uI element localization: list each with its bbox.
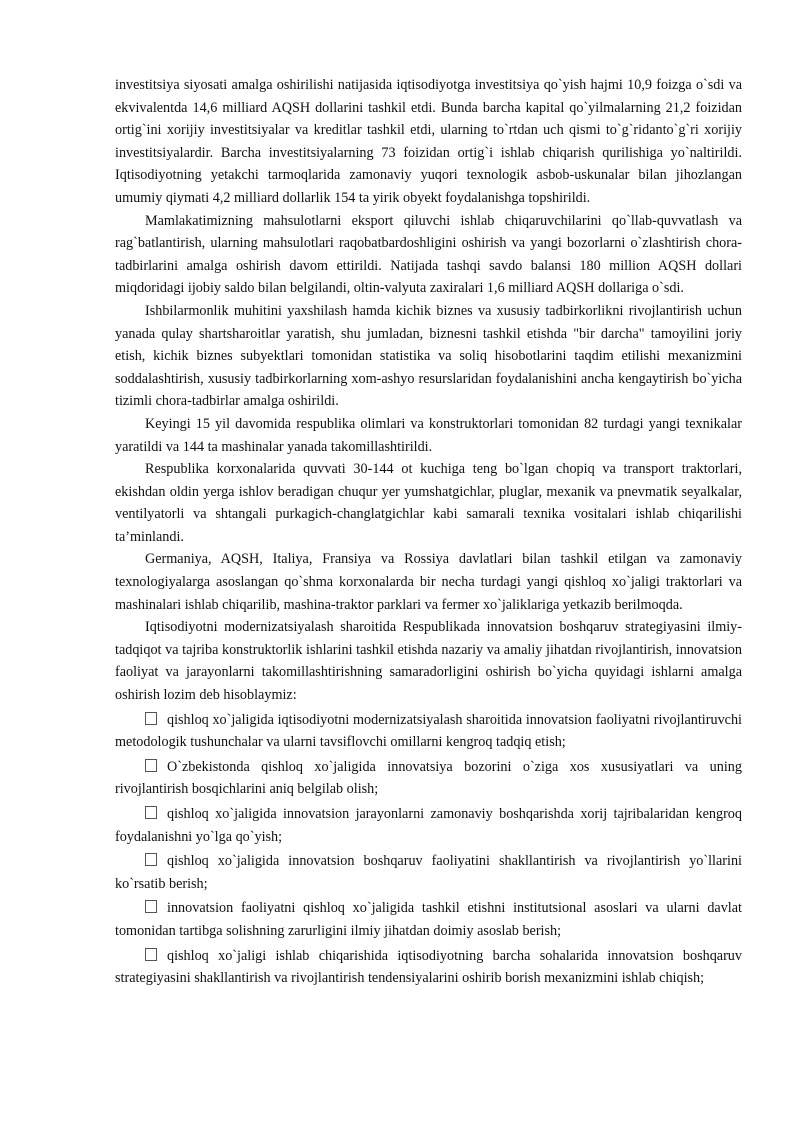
list-item (115, 709, 742, 754)
checkbox-square-icon (145, 806, 157, 819)
document-page (115, 74, 742, 990)
list-item-text: qishloq xo`jaligi ishlab chiqarishida iqtisodiyotning barcha sohalarida innovatsion boshqaruv strategiyasini shakllantirish va rivojlantirish tendensiyalarini oshirib borish mexanizmini ishlab chiqish; (115, 947, 742, 987)
checkbox-square-icon (145, 712, 157, 725)
checkbox-square-icon (145, 759, 157, 772)
paragraph-tractors: Respublika korxonalarida quvvati 30-144 ot kuchiga teng bo`lgan chopiq va transport traktorlari, ekishdan oldin yerga ishlov beradigan chuqur yer yumshatgichlar, pluglar, mexanik va pnevmatik seyalkalar, ventilyatorli va shtangali purkagich-changlatgichlar kabi samarali texnika vositalari ishlab chiqarilishi ta’minlandi. (115, 461, 742, 545)
list-item (115, 897, 742, 942)
checkbox-square-icon (145, 853, 157, 866)
list-item-text: O`zbekistonda qishloq xo`jaligida innovatsiya bozorini o`ziga xos xususiyatlari va uning rivojlantirish bosqichlarini aniq belgilab olish; (115, 758, 742, 798)
paragraph-new-machinery: Keyingi 15 yil davomida respublika olimlari va konstruktorlari tomonidan 82 turdagi yangi texnikalar yaratildi va 144 ta mashinalar yanada takomillashtirildi. (115, 415, 742, 455)
list-item-text: qishloq xo`jaligida innovatsion boshqaruv faoliyatini shakllantirish va rivojlantirish yo`llarini ko`rsatib berish; (115, 853, 742, 892)
list-item (115, 803, 742, 848)
paragraph-exports: Mamlakatimizning mahsulotlarni eksport qiluvchi ishlab chiqaruvchilarini qo`llab-quvvatlash va rag`batlantirish, ularning mahsulotlari raqobatbardoshligini oshirish va yangi bozorlarni o`zlashtirish chora-tadbirlarini amalga oshirish davom ettirildi. Natijada tashqi savdo balansi 180 million AQSH dollari miqdoridagi ijobiy saldo bilan belgilandi, oltin-valyuta zaxiralari 1,6 milliard AQSH dollariga o`sdi. (115, 212, 742, 297)
paragraph-joint-ventures: Germaniya, AQSH, Italiya, Fransiya va Rossiya davlatlari bilan tashkil etilgan va zamonaviy texnologiyalarga asoslangan qo`shma korxonalarda bir necha turdagi yangi qishloq xo`jaligi traktorlari va mashinalari ishlab chiqarilib, mashina-traktor parklari va fermer xo`jaliklariga yetkazib berilmoqda. (115, 551, 742, 613)
list-item (115, 945, 742, 990)
list-item (115, 756, 742, 801)
checkbox-square-icon (145, 900, 157, 913)
paragraph-innovation-strategy: Iqtisodiyotni modernizatsiyalash sharoitida Respublikada innovatsion boshqaruv strategiyasini ilmiy-tadqiqot va tajriba konstruktorlik ishlarini tashkil etishda nazariy va amaliy jihatdan rivojlantirish, innovatsion faoliyat va jarayonlarni takomillashtirishning samaradorligini oshirish bo`yicha quyidagi ishlarni amalga oshirish lozim deb hisoblaymiz: (115, 619, 742, 704)
paragraph-investments: investitsiya siyosati amalga oshirilishi natijasida iqtisodiyotga investitsiya qo`yish hajmi 10,9 foizga o`sdi va ekvivalentda 14,6 milliard AQSH dollarini tashkil etdi. Bunda barcha kapital qo`yilmalarning 21,2 foizidan ortig`ini xorijiy investitsiyalar va kreditlar tashkil etdi, ularning to`rtdan uch qismi to`g`ridanto`g`ri xorijiy investitsiyalardir. Barcha investitsiyalarning 73 foizidan ortig`i ishlab chiqarish qurilishiga yo`naltirildi. Iqtisodiyotning yetakchi tarmoqlarida zamonaviy yuqori texnologik asbob-uskunalar bilan jihozlangan umumiy qiymati 4,2 milliard dollarlik 154 ta yirik obyekt foydalanishga topshirildi. (115, 77, 742, 206)
checkbox-square-icon (145, 948, 157, 961)
list-item-text: qishloq xo`jaligida iqtisodiyotni modernizatsiyalash sharoitida innovatsion faoliyatni rivojlantiruvchi metodologik tushunchalar va ularni tavsiflovchi omillarni kengroq tadqiq etish; (115, 711, 742, 751)
list-item-text: innovatsion faoliyatni qishloq xo`jaligida tashkil etishni institutsional asoslari va ularni davlat tomonidan tartibga solishning zarurligini ilmiy jihatdan doimiy asoslab berish; (115, 900, 742, 939)
list-item (115, 850, 742, 895)
paragraph-business-environment: Ishbilarmonlik muhitini yaxshilash hamda kichik biznes va xususiy tadbirkorlikni rivojlantirish uchun yanada qulay shartsharoitlar yaratish, shu jumladan, biznesni tashkil etishda "bir darcha" tamoyilini joriy etish, kichik biznes subyektlari tomonidan statistika va soliq hisobotlarini taqdim etilishi mexanizmini soddalashtirish, xususiy tadbirkorlarning xom-ashyo resurslaridan foydalanishini ancha kengaytirish bo`yicha tizimli chora-tadbirlar amalga oshirildi. (115, 302, 742, 410)
list-item-text: qishloq xo`jaligida innovatsion jarayonlarni zamonaviy boshqarishda xorij tajribalaridan kengroq foydalanishni yo`lga qo`yish; (115, 806, 742, 845)
